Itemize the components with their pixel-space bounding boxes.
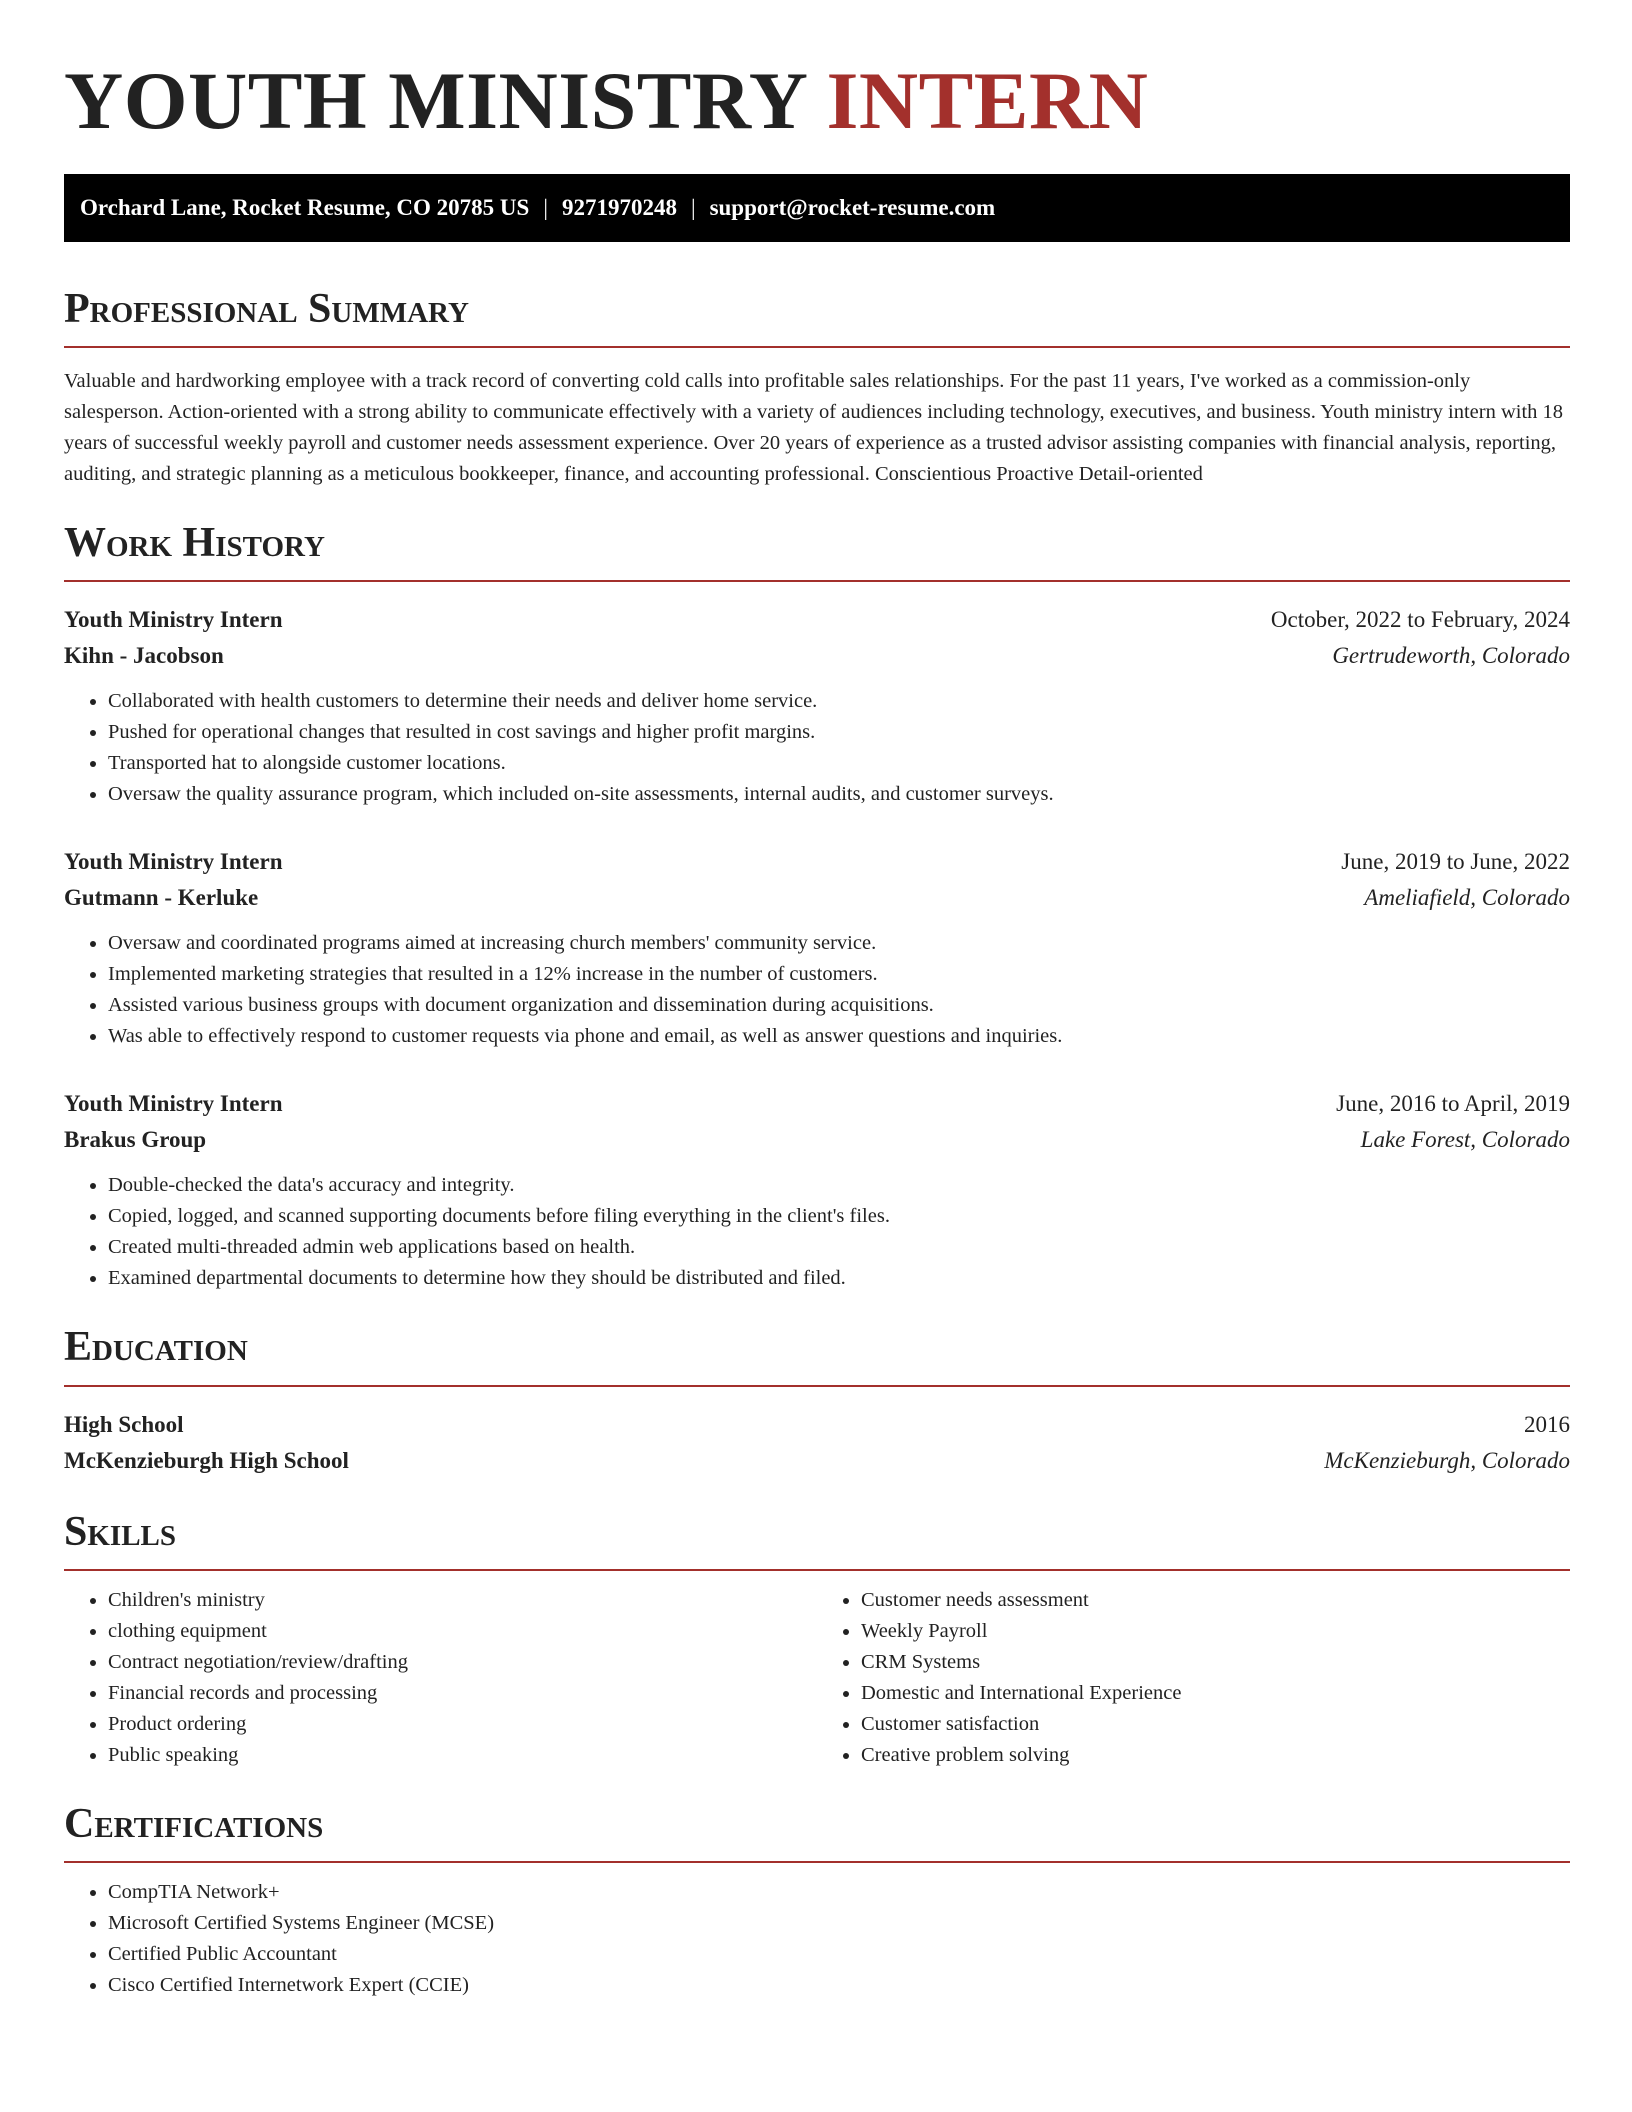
skill-item: • Children's ministry: [108, 1585, 817, 1616]
section-title-skills: Skills: [64, 1509, 1570, 1571]
skill-item: • Product ordering: [108, 1709, 817, 1740]
job-entry: [64, 602, 1570, 810]
job-dates: June, 2019 to June, 2022: [1341, 849, 1570, 875]
contact-separator: |: [690, 195, 696, 220]
section-title-education: Education: [64, 1324, 1570, 1386]
job-role: Youth Ministry Intern: [64, 1091, 283, 1117]
job-location: Lake Forest, Colorado: [1360, 1127, 1570, 1153]
contact-email: support@rocket-resume.com: [709, 195, 996, 220]
job-role: Youth Ministry Intern: [64, 607, 283, 633]
certification-item: • Certified Public Accountant: [108, 1939, 1570, 1970]
education-location: McKenzieburgh, Colorado: [1324, 1447, 1570, 1473]
skill-item: • Domestic and International Experience: [861, 1678, 1570, 1709]
job-bullet: • Double-checked the data's accuracy and integrity.: [108, 1170, 1570, 1201]
contact-bar: [64, 174, 1570, 242]
job-bullets: [64, 686, 1570, 810]
skill-item: • Creative problem solving: [861, 1740, 1570, 1771]
skills-list-right: [817, 1585, 1570, 1771]
education-year: 2016: [1524, 1411, 1570, 1437]
job-bullet: • Implemented marketing strategies that resulted in a 12% increase in the number of customers.: [108, 959, 1570, 990]
skill-item: • Customer satisfaction: [861, 1709, 1570, 1740]
section-title-work-history: Work History: [64, 520, 1570, 582]
skill-item: • Contract negotiation/review/drafting: [108, 1647, 817, 1678]
job-bullet: • Created multi-threaded admin web applications based on health.: [108, 1232, 1570, 1263]
job-company: Kihn - Jacobson: [64, 643, 224, 669]
skills-grid: [64, 1585, 1570, 1771]
education-section: [64, 1324, 1570, 1478]
work-history-section: [64, 520, 1570, 1294]
education-school: McKenzieburgh High School: [64, 1447, 349, 1473]
certifications-list: [64, 1877, 1570, 2001]
section-title-summary: Professional Summary: [64, 286, 1570, 348]
skill-item: • Public speaking: [108, 1740, 817, 1771]
certifications-section: [64, 1801, 1570, 2001]
job-dates: June, 2016 to April, 2019: [1336, 1091, 1570, 1117]
title-accent: INTERN: [826, 55, 1149, 146]
job-company: Gutmann - Kerluke: [64, 885, 259, 911]
title-main: YOUTH MINISTRY: [64, 55, 806, 146]
job-bullet: • Was able to effectively respond to customer requests via phone and email, as well as answer questions and inquiries.: [108, 1021, 1570, 1052]
resume-title: [64, 55, 1570, 146]
job-location: Gertrudeworth, Colorado: [1332, 643, 1570, 669]
certification-item: • Microsoft Certified Systems Engineer (MCSE): [108, 1908, 1570, 1939]
job-entry: [64, 844, 1570, 1052]
job-bullet: • Examined departmental documents to determine how they should be distributed and filed.: [108, 1263, 1570, 1294]
skill-item: • clothing equipment: [108, 1616, 817, 1647]
skill-item: • Weekly Payroll: [861, 1616, 1570, 1647]
job-bullet: • Assisted various business groups with document organization and dissemination during acquisitions.: [108, 990, 1570, 1021]
contact-phone: 9271970248: [561, 195, 677, 220]
skills-list-left: [64, 1585, 817, 1771]
skill-item: • Financial records and processing: [108, 1678, 817, 1709]
resume-page: [64, 55, 1570, 2001]
education-entry: [64, 1407, 1570, 1479]
summary-section: [64, 286, 1570, 490]
education-degree: High School: [64, 1411, 184, 1437]
job-entry: [64, 1086, 1570, 1294]
certification-item: • Cisco Certified Internetwork Expert (CCIE): [108, 1970, 1570, 2001]
skills-section: [64, 1509, 1570, 1771]
job-bullets: [64, 928, 1570, 1052]
skill-item: • CRM Systems: [861, 1647, 1570, 1678]
section-title-certifications: Certifications: [64, 1801, 1570, 1863]
certification-item: • CompTIA Network+: [108, 1877, 1570, 1908]
skill-item: • Customer needs assessment: [861, 1585, 1570, 1616]
job-role: Youth Ministry Intern: [64, 849, 283, 875]
job-dates: October, 2022 to February, 2024: [1270, 607, 1570, 633]
job-bullet: • Oversaw the quality assurance program, which included on-site assessments, internal audits, and customer surveys.: [108, 779, 1570, 810]
job-bullet: • Oversaw and coordinated programs aimed at increasing church members' community service.: [108, 928, 1570, 959]
contact-address: Orchard Lane, Rocket Resume, CO 20785 US: [80, 195, 530, 220]
job-company: Brakus Group: [64, 1127, 207, 1153]
job-bullets: [64, 1170, 1570, 1294]
job-location: Ameliafield, Colorado: [1364, 885, 1570, 911]
summary-text: Valuable and hardworking employee with a track record of converting cold calls into profitable sales relationships. For the past 11 years, I've worked as a commission-only salesperson. Action-oriented with a strong ability to communicate effectively with a variety of audiences including technology, executives, and business. Youth ministry intern with 18 years of successful weekly payroll and customer needs assessment experience. Over 20 years of experience as a trusted advisor assisting companies with financial analysis, reporting, auditing, and strategic planning as a meticulous bookkeeper, finance, and accounting professional. Conscientious Proactive Detail-oriented: [64, 370, 1564, 486]
contact-separator: |: [543, 195, 548, 220]
job-bullet: • Transported hat to alongside customer locations.: [108, 748, 1570, 779]
job-bullet: • Copied, logged, and scanned supporting documents before filing everything in the client's files.: [108, 1201, 1570, 1232]
job-bullet: • Pushed for operational changes that resulted in cost savings and higher profit margins.: [108, 717, 1570, 748]
job-bullet: • Collaborated with health customers to determine their needs and deliver home service.: [108, 686, 1570, 717]
